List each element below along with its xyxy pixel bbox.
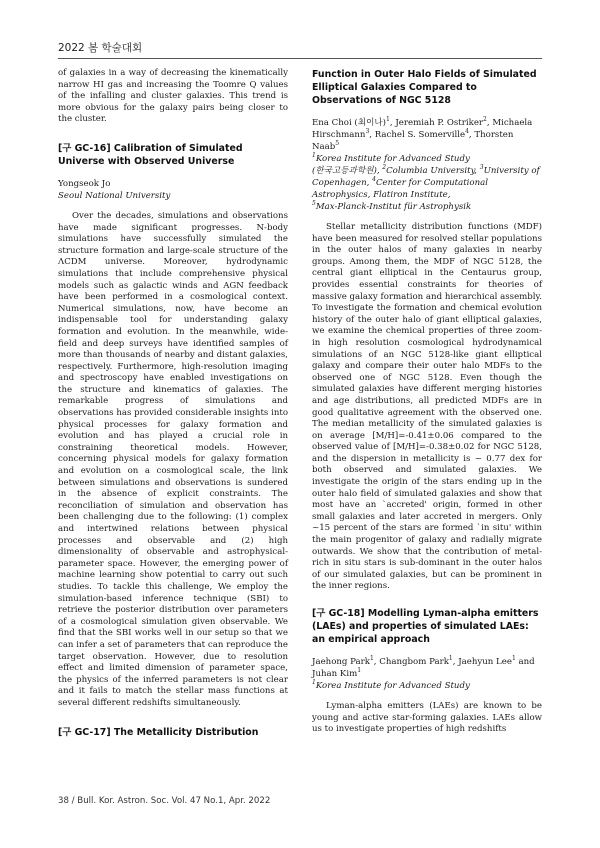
- affil-marker: 1: [448, 655, 453, 662]
- affiliation: Max-Planck-Institut für Astrophysik: [315, 202, 472, 212]
- gc17-affiliations: [312, 153, 542, 213]
- affil-marker: 1: [357, 667, 362, 674]
- header-divider: [58, 58, 542, 59]
- gc18-title: [구 GC-18] Modelling Lyman-alpha emitters (LAEs) and properties of simulated LAEs: an empirical approach: [312, 608, 539, 645]
- affil-marker: 4: [372, 176, 376, 183]
- author-name: , Michaela Hirschmann: [312, 118, 533, 140]
- right-column: [312, 68, 542, 736]
- author-name: , Jaehyun Lee: [452, 657, 512, 667]
- author-name: Jaehong Park: [312, 657, 370, 667]
- affil-marker: 5: [312, 200, 316, 207]
- author-name: , Rachel S. Somerville: [369, 130, 466, 140]
- affil-marker: 2: [483, 116, 487, 123]
- gc17-authors: [312, 117, 542, 153]
- gc18-affiliation: [312, 680, 542, 692]
- affiliation: Center for Computational Astrophysics, Flatiron Institute,: [312, 178, 489, 200]
- affil-marker: 1: [369, 655, 374, 662]
- affiliation: University of Copenhagen,: [312, 166, 540, 188]
- gc16-title: [구 GC-16] Calibration of Simulated Universe with Observed Universe: [58, 142, 243, 167]
- continued-abstract-text: of galaxies in a way of decreasing the kinematically narrow HI gas and increasing the Toomre Q values of the infalling and cluster galaxies. This trend is more obvious for the galaxy pairs being closer to the cluster.: [58, 68, 288, 125]
- affil-marker: 4: [465, 128, 469, 135]
- left-column: [58, 68, 288, 739]
- affiliation: Columbia University,: [386, 166, 480, 176]
- author-name: Ena Choi (최이나): [312, 118, 387, 128]
- affiliation-korean: (한국고등과학원),: [312, 166, 383, 176]
- affiliation: Korea Institute for Advanced Study: [315, 154, 470, 164]
- author-name: , Jeremiah P. Ostriker: [389, 118, 484, 128]
- affil-marker: 1: [312, 679, 316, 686]
- affil-marker: 1: [511, 655, 516, 662]
- gc17-title-start: [구 GC-17] The Metallicity Distribution: [58, 726, 259, 738]
- affil-marker: 3: [365, 128, 370, 135]
- gc17-title-continued: Function in Outer Halo Fields of Simulated Elliptical Galaxies Compared to Observations of NGC 5128: [312, 69, 537, 106]
- gc16-affiliation: Seoul National University: [58, 190, 171, 201]
- author-name: and Juhan Kim: [312, 657, 535, 679]
- author-name: , Changbom Park: [373, 657, 449, 667]
- author-name: , Thorsten Naab: [312, 130, 514, 152]
- gc16-author: Yongseok Jo: [58, 178, 111, 189]
- affiliation: Korea Institute for Advanced Study: [315, 681, 470, 691]
- gc18-authors: [312, 656, 542, 680]
- affil-marker: 3: [479, 164, 484, 171]
- affil-marker: 5: [335, 140, 340, 147]
- affil-marker: 1: [386, 116, 390, 123]
- gc17-abstract: Stellar metallicity distribution functions (MDF) have been measured for resolved stellar populations in the outer halos of many galaxies in nearby groups. Among them, the MDF of NGC 5128, the central giant elliptical in the Centaurus group, provides essential constraints for theories of massive galaxy formation and hierarchical assembly. To investigate the formation and chemical evolution history of the outer halo of giant elliptical galaxies, we examine the chemical properties of three zoom-in high resolution cosmological hydrodynamical simulations of an NGC 5128-like giant elliptical galaxy and compare their outer halo MDFs to the observed one of NGC 5128. Even though the simulated galaxies have different merging histories and age distributions, all predicted MDFs are in good qualitative agreement with the observed one. The median metallicity of the simulated galaxies is on average [M/H]=-0.41±0.06 compared to the observed value of [M/H]=-0.38±0.02 for NGC 5128, and the dispersion in metallicity is ~ 0.77 dex for both observed and simulated galaxies. We investigate the origin of the stars ending up in the outer halo field of simulated galaxies and show that most have an `accreted' origin, formed in other small galaxies and later accreted in mergers. Only ~15 percent of the stars are formed `in situ' within the main progenitor of galaxy and radially migrate outwards. We show that the contribution of metal-rich in situ stars is sub-dominant in the outer halos of our simulated galaxies, but can be prominent in the inner regions.: [312, 222, 542, 592]
- gc16-abstract: Over the decades, simulations and observations have made significant progresses. N-body simulations have successfully simulated the structure formation and large-scale structure of the ΛCDM universe. Moreover, hydrodynamic simulations that include comprehensive physical models such as galactic winds and AGN feedback have been performed in a cosmological context. Numerical simulations, now, have become an indispensable tool for understanding galaxy formation and evolution. In the meanwhile, wide-field and deep surveys have identified samples of more than thousands of nearby and distant galaxies, respectively. Furthermore, high-resolution imaging and spectroscopy have enabled investigations on the structure and kinematics of galaxies. The remarkable progress of simulations and observations has provided considerable insights into physical processes for galaxy formation and evolution and has played a crucial role in constraining theoretical models. However, concerning physical models for galaxy formation and evolution on a cosmological scale, the link between simulations and observations is sundered in the absence of explicit constraints. The reconciliation of simulation and observation has been challenging due to the following: (1) complex and intertwined relations between physical processes and observable and (2) high dimensionality of observable and astrophysical-parameter space. However, the emerging power of machine learning show potential to carry out such studies. To tackle this challenge, We employ the simulation-based inference technique (SBI) to retrieve the posterior distribution over parameters of a cosmological simulation given observable. We find that the SBI works well in our setup so that we can infer a set of parameters that can reproduce the target observation. However, due to resolution effect and limited dimension of parameter space, the physics of the inferred parameters is not clear and it fails to match the stellar mass functions at several different redshifts simultaneously.: [58, 210, 288, 708]
- running-header: 2022 봄 학술대회: [58, 42, 143, 54]
- affil-marker: 1: [312, 152, 316, 159]
- gc18-abstract: Lyman-alpha emitters (LAEs) are known to be young and active star-forming galaxies. LAEs allow us to investigate properties of high redshifts: [312, 701, 542, 735]
- page-footer: 38 / Bull. Kor. Astron. Soc. Vol. 47 No.1, Apr. 2022: [58, 796, 271, 806]
- affil-marker: 2: [382, 164, 387, 171]
